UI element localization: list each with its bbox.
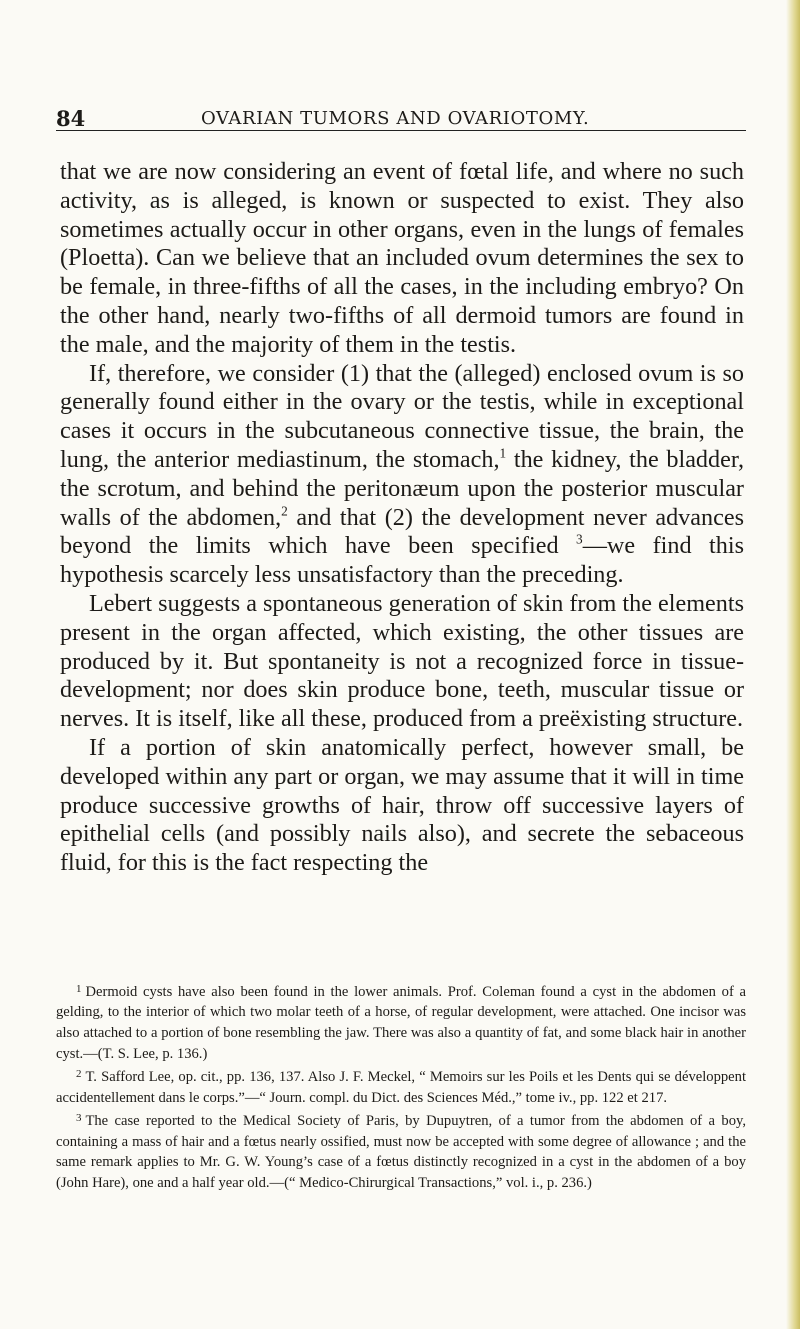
footnote-text-1: Dermoid cysts have also been found in the lower animals. Prof. Coleman found a cyst in the abdomen of a gelding, to the interior of which two molar teeth of a horse, of regular development, were attached. One incisor was also attached to a portion of bone resembling the jaw. There was also a quantity of fat, and some black hair in another cyst.—(T. S. Lee, p. 136.) (56, 983, 746, 1062)
paragraph-2-part-b: the kidney, the bladder, the scrotum, and behind the peritonæum upon the posterior muscular walls of the abdomen, (60, 445, 744, 531)
paragraph-2 (60, 360, 744, 590)
footnote-text-2: T. Safford Lee, op. cit., pp. 136, 137. Also J. F. Meckel, “ Memoirs sur les Poils et les Dents qui se développent accidentellement dans le corps.”—“ Journ. compl. du Dict. des Sciences Méd.,” tome iv., pp. 122 et 217. (56, 1069, 746, 1106)
page-number: 84 (56, 106, 86, 131)
footnote-1 (56, 979, 746, 1064)
paragraph-2-part-c: and that (2) the development never advances beyond the limits which have been specified (60, 503, 744, 560)
running-head: OVARIAN TUMORS AND OVARIOTOMY. (201, 108, 590, 129)
footnote-2 (56, 1064, 746, 1108)
paragraph-4: If a portion of skin anatomically perfect, however small, be developed within any part or organ, we may assume that it will in time produce successive growths of hair, throw off successive layers of epithelial cells (and possibly nails also), and secrete the sebaceous fluid, for this is the fact respecting the (60, 733, 744, 877)
paragraph-2-part-d: —we find this hypothesis scarcely less unsatisfactory than the preceding. (60, 532, 744, 589)
page-edge (786, 0, 800, 1329)
footnote-ref-1: 1 (499, 445, 507, 461)
footnote-mark-1: 1 (76, 983, 82, 995)
footnote-mark-3: 3 (76, 1112, 82, 1125)
footnote-3 (56, 1108, 746, 1193)
footnote-mark-2: 2 (76, 1068, 82, 1081)
body-text (60, 158, 744, 878)
footnotes (56, 979, 746, 1193)
footnote-ref-3: 3 (576, 532, 583, 548)
page-header (56, 100, 746, 131)
paragraph-3: Lebert suggests a spontaneous generation of skin from the elements present in the organ affected, which existing, the other tissues are produced by it. But spontaneity is not a recognized force in tissue-development; nor does skin produce bone, teeth, muscular tissue or nerves. It is itself, like all these, produced from a preëxisting structure. (60, 589, 744, 733)
paragraph-2-part-a: If, therefore, we consider (1) that the (alleged) enclosed ovum is so generally found either in the ovary or the testis, while in exceptional cases it occurs in the subcutaneous connective tissue, the brain, the lung, the anterior mediastinum, the stomach, (60, 359, 744, 473)
footnote-ref-2: 2 (281, 503, 288, 519)
paragraph-1: that we are now considering an event of fœtal life, and where no such activity, as is alleged, is known or suspected to exist. They also sometimes actually occur in other organs, even in the lungs of females (Ploetta). Can we believe that an included ovum determines the sex to be female, in three-fifths of all the cases, in the including embryo? On the other hand, nearly two-fifths of all dermoid tumors are found in the male, and the majority of them in the testis. (60, 158, 744, 358)
footnote-text-3: The case reported to the Medical Society of Paris, by Dupuytren, of a tumor from the abdomen of a boy, containing a mass of hair and a fœtus nearly ossified, must now be accepted with some degree of allowance ; and the same remark applies to Mr. G. W. Young’s case of a fœtus distinctly recognized in a cyst in the abdomen of a boy (John Hare), one and a half year old.—(“ Medico-Chirurgical Transactions,” vol. i., p. 236.) (56, 1113, 746, 1191)
